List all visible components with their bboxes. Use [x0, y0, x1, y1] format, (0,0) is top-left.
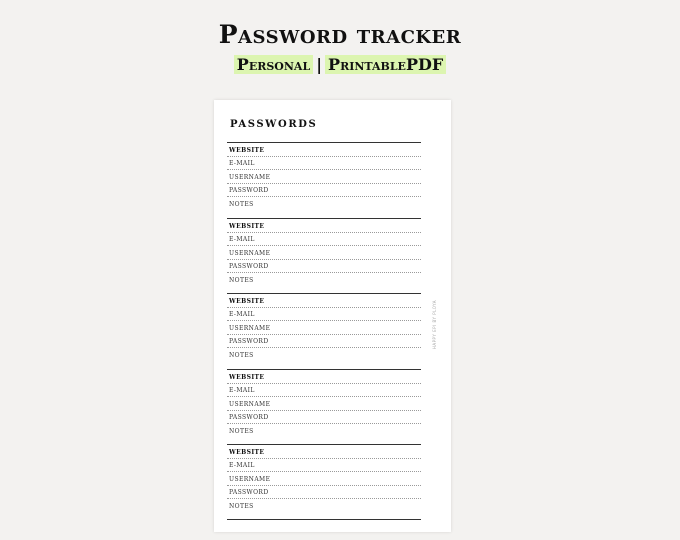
notes-field: [227, 273, 421, 286]
sheet-heading: PASSWORDS: [230, 119, 318, 130]
password-entry: [227, 444, 421, 512]
email-label: E-MAIL: [229, 311, 255, 318]
notes-field: [227, 424, 421, 437]
planner-sheet: [214, 100, 451, 532]
subtitle-personal: Personal: [234, 55, 313, 74]
email-field: [227, 459, 421, 473]
notes-label: NOTES: [229, 276, 254, 284]
notes-label: NOTES: [229, 351, 254, 359]
password-field: [227, 411, 421, 425]
website-field: [227, 370, 421, 384]
website-field: [227, 219, 421, 233]
password-label: PASSWORD: [229, 338, 269, 345]
password-label: PASSWORD: [229, 489, 269, 496]
subtitle-printable-pdf: PrintablePDF: [325, 55, 446, 74]
username-label: USERNAME: [229, 475, 271, 483]
website-field: [227, 445, 421, 459]
username-label: USERNAME: [229, 324, 271, 332]
website-label: WEBSITE: [229, 146, 265, 154]
notes-label: NOTES: [229, 427, 254, 435]
website-label: WEBSITE: [229, 222, 265, 230]
password-field: [227, 260, 421, 274]
email-label: E-MAIL: [229, 387, 255, 394]
password-field: [227, 335, 421, 349]
username-field: [227, 170, 421, 184]
email-label: E-MAIL: [229, 236, 255, 243]
website-label: WEBSITE: [229, 373, 265, 381]
email-field: [227, 384, 421, 398]
notes-field: [227, 499, 421, 512]
website-label: WEBSITE: [229, 297, 265, 305]
username-label: USERNAME: [229, 400, 271, 408]
username-field: [227, 397, 421, 411]
email-field: [227, 308, 421, 322]
website-label: WEBSITE: [229, 448, 265, 456]
password-entry: [227, 369, 421, 437]
notes-field: [227, 348, 421, 361]
email-label: E-MAIL: [229, 160, 255, 167]
password-entry: [227, 293, 421, 361]
password-field: [227, 184, 421, 198]
email-label: E-MAIL: [229, 462, 255, 469]
email-field: [227, 157, 421, 171]
password-label: PASSWORD: [229, 187, 269, 194]
username-field: [227, 472, 421, 486]
notes-label: NOTES: [229, 200, 254, 208]
password-label: PASSWORD: [229, 414, 269, 421]
email-field: [227, 233, 421, 247]
website-field: [227, 143, 421, 157]
notes-field: [227, 197, 421, 210]
username-field: [227, 321, 421, 335]
password-entry: [227, 218, 421, 286]
password-label: PASSWORD: [229, 263, 269, 270]
username-label: USERNAME: [229, 173, 271, 181]
subtitle-separator: |: [316, 55, 323, 74]
page-title: Password tracker: [218, 20, 462, 49]
website-field: [227, 294, 421, 308]
brand-watermark: HAPPY EPI BY PLOYA: [432, 300, 437, 350]
username-label: USERNAME: [229, 249, 271, 257]
subtitle: [0, 55, 680, 74]
password-entry: [227, 142, 421, 210]
password-field: [227, 486, 421, 500]
notes-label: NOTES: [229, 502, 254, 510]
bottom-rule: [227, 519, 421, 520]
username-field: [227, 246, 421, 260]
